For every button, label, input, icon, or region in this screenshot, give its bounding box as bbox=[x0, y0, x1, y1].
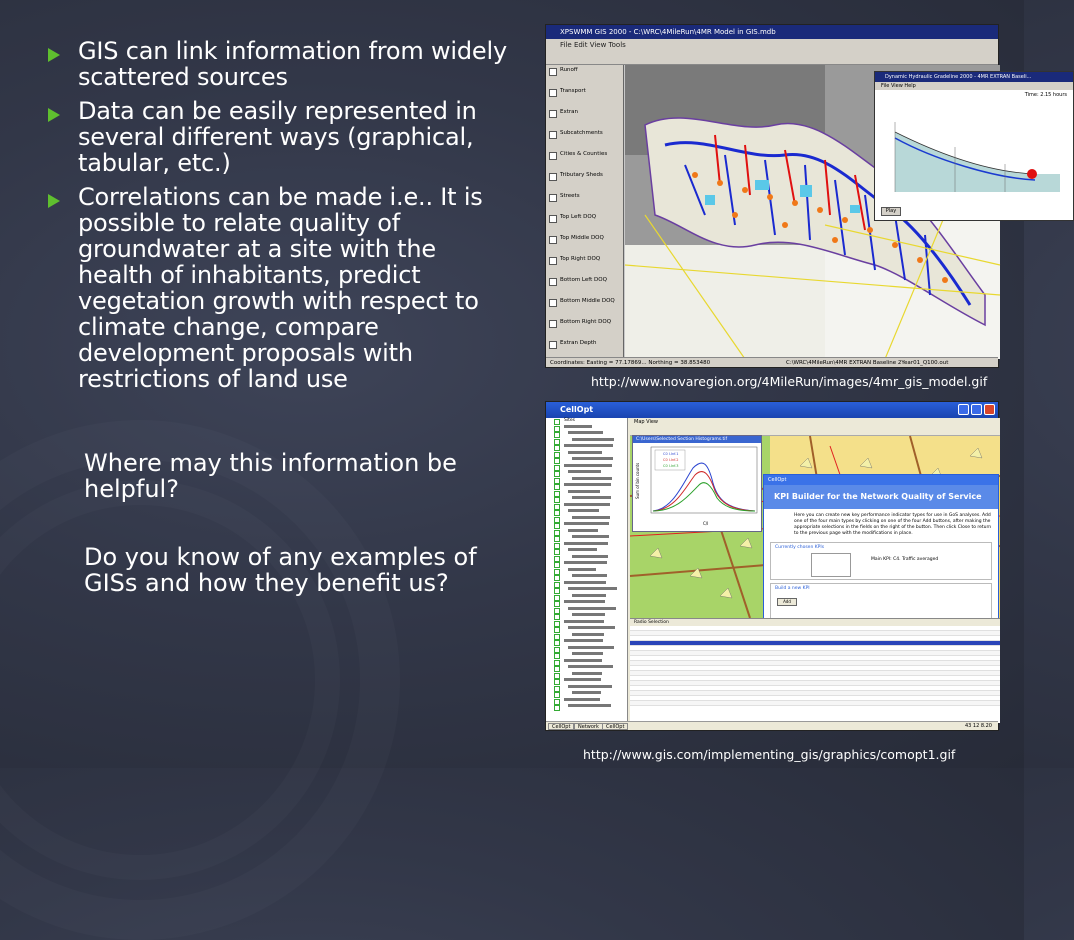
window-title: XPSWMM GIS 2000 - C:\WRC\4MileRun\4MR Model in GIS.mdb bbox=[546, 25, 998, 39]
maximize-icon[interactable] bbox=[971, 404, 982, 415]
tree-node[interactable] bbox=[546, 704, 627, 711]
tree-node-label-placeholder bbox=[572, 672, 602, 675]
histogram-plot bbox=[633, 443, 761, 531]
table-rows bbox=[630, 626, 1000, 706]
tree-node-label-placeholder bbox=[564, 600, 605, 603]
tree-node-label-placeholder bbox=[568, 685, 612, 688]
tree-node-label-placeholder bbox=[572, 535, 609, 538]
menu-bar: File Edit View Tools bbox=[546, 39, 998, 51]
legend-item: Top Right DOQ bbox=[546, 254, 623, 275]
legend-item: Top Middle DOQ bbox=[546, 233, 623, 254]
histogram-legend-2: C0 I.Inf.2 bbox=[663, 458, 679, 462]
window-title bbox=[546, 402, 998, 418]
histogram-legend-3: C0 I.Inf.3 bbox=[663, 464, 679, 468]
tree-node-label-placeholder bbox=[572, 477, 612, 480]
caption-gis-model[interactable]: http://www.novaregion.org/4MileRun/images/4mr_gis_model.gif bbox=[591, 374, 988, 389]
question-examples: Do you know of any examples of GISs and how they benefit us? bbox=[84, 543, 477, 597]
tree-node-label-placeholder bbox=[568, 704, 611, 707]
legend-item: Transport bbox=[546, 86, 623, 107]
tree-node-label-placeholder bbox=[564, 620, 604, 623]
tree-node-label-placeholder bbox=[564, 503, 610, 506]
window-title-text: CellOpt bbox=[560, 405, 594, 414]
legend-item: Bottom Left DOQ bbox=[546, 275, 623, 296]
bullet-item bbox=[48, 98, 518, 176]
tree-node-label-placeholder bbox=[568, 548, 597, 551]
current-kpis-section bbox=[770, 542, 992, 580]
tree-node-label-placeholder bbox=[572, 594, 606, 597]
status-bar bbox=[546, 721, 998, 730]
tree-node-label-placeholder bbox=[568, 529, 598, 532]
tab-network[interactable]: Network bbox=[574, 723, 603, 730]
table-header: Radio Selection bbox=[630, 619, 1000, 626]
status-file: C:\WRC\4MileRun\4MR EXTRAN Baseline 2Year01_Q100.out bbox=[786, 360, 949, 366]
legend-item: Extran bbox=[546, 107, 623, 128]
legend-item: Cities & Counties bbox=[546, 149, 623, 170]
bullet-arrow-icon bbox=[48, 108, 60, 122]
tree-node-label-placeholder bbox=[572, 457, 613, 460]
tree-node-label-placeholder bbox=[568, 431, 603, 434]
tree-node-label-placeholder bbox=[564, 542, 608, 545]
legend-item: Bottom Middle DOQ bbox=[546, 296, 623, 317]
section-new-label: Build a new KPI bbox=[775, 586, 810, 591]
bullet-text: GIS can link information from widely scattered sources bbox=[78, 37, 507, 91]
legend-item: Subcatchments bbox=[546, 128, 623, 149]
close-icon[interactable] bbox=[984, 404, 995, 415]
table-row[interactable] bbox=[630, 701, 1000, 706]
legend-item: Top Left DOQ bbox=[546, 212, 623, 233]
tree-node-label-placeholder bbox=[564, 464, 612, 467]
layer-legend bbox=[546, 65, 624, 359]
tree-node-label-placeholder bbox=[568, 587, 617, 590]
tree-root[interactable]: Sites bbox=[546, 418, 627, 425]
legend-item: Tributary Sheds bbox=[546, 170, 623, 191]
status-value: 43 12 8.20 bbox=[964, 723, 992, 729]
tab-cellopt-2[interactable]: CellOpt bbox=[602, 723, 628, 730]
tab-cellopt[interactable]: CellOpt bbox=[548, 723, 574, 730]
tree-node-label-placeholder bbox=[572, 574, 607, 577]
tree-node-label-placeholder bbox=[564, 678, 601, 681]
question-where-helpful: Where may this information be helpful? bbox=[84, 449, 457, 503]
legend-item: Streets bbox=[546, 191, 623, 212]
section-current-label: Currently chosen KPIs bbox=[775, 545, 825, 550]
radio-selection-table bbox=[630, 618, 1000, 723]
bullet-item bbox=[48, 38, 518, 90]
bullet-arrow-icon bbox=[48, 194, 60, 208]
tree-node-label-placeholder bbox=[568, 470, 601, 473]
profile-title: Dynamic Hydraulic Gradeline 2000 - 4MR EXTRAN Baseli... bbox=[875, 72, 1073, 82]
tree-node-label-placeholder bbox=[572, 691, 601, 694]
play-button[interactable]: Play bbox=[881, 207, 901, 216]
dialog-window-title: CellOpt bbox=[764, 475, 998, 485]
dialog-description: Here you can create new key performance indicator types for use in GoS analyses. Add one of the four main types by clicking on one of the four Add buttons, after making the appropriate selections in the fields on the right of the button. Then click Close to return to the previous page with the modifications in place. bbox=[794, 513, 992, 536]
bullet-item bbox=[48, 184, 518, 392]
tree-node-label-placeholder bbox=[572, 633, 604, 636]
profile-graph bbox=[875, 92, 1073, 202]
tree-node-label-placeholder bbox=[564, 483, 611, 486]
profile-menu: File View Help bbox=[875, 82, 1073, 90]
histogram-window bbox=[632, 435, 762, 532]
status-bar bbox=[546, 357, 998, 367]
tree-node-label-placeholder bbox=[572, 652, 603, 655]
tree-node-label-placeholder bbox=[564, 581, 606, 584]
tree-node-label-placeholder bbox=[572, 555, 608, 558]
histogram-title: C:\Users\Selected Section Histograms.tif bbox=[633, 436, 761, 443]
bullet-text: Data can be easily represented in several different ways (graphical, tabular, etc.) bbox=[78, 97, 477, 177]
tree-node-label-placeholder bbox=[564, 522, 609, 525]
bullet-text: Correlations can be made i.e.. It is possible to relate quality of groundwater at a site with the health of inhabitants, predict vegetation growth with respect to climate change, compare development proposals with restrictions of land use bbox=[78, 183, 483, 393]
tree-node-label-placeholder bbox=[568, 646, 614, 649]
tree-node-label-placeholder bbox=[568, 665, 613, 668]
status-coordinates: Coordinates: Easting = 77.17869... Northing = 38.853480 bbox=[550, 360, 711, 366]
profile-time: Time: 2.15 hours bbox=[1024, 92, 1067, 98]
kpi-list[interactable] bbox=[811, 553, 851, 577]
cellopt-screenshot bbox=[545, 401, 999, 731]
watershed-map bbox=[625, 65, 1067, 359]
tree-node-label-placeholder bbox=[564, 561, 607, 564]
gis-model-screenshot bbox=[545, 24, 1067, 368]
main-kpi-label: Main KPI: C4. Traffic averaged bbox=[871, 557, 939, 562]
bullet-list bbox=[48, 38, 518, 400]
tree-node-label-placeholder bbox=[564, 659, 602, 662]
tree-node-label-placeholder bbox=[568, 626, 615, 629]
tree-node-label-placeholder bbox=[572, 496, 611, 499]
bullet-arrow-icon bbox=[48, 48, 60, 62]
hydraulic-profile-window bbox=[874, 71, 1074, 221]
tree-node-label-placeholder bbox=[564, 698, 600, 701]
legend-item: Bottom Right DOQ bbox=[546, 317, 623, 338]
tree-node-label-placeholder bbox=[568, 451, 602, 454]
legend-item: Extran Depth bbox=[546, 338, 623, 359]
tree-node-label-placeholder bbox=[572, 438, 614, 441]
map-header: Map View bbox=[630, 418, 1000, 426]
tree-items bbox=[546, 425, 627, 711]
legend-item: Runoff bbox=[546, 65, 623, 86]
tree-node-label-placeholder bbox=[564, 444, 613, 447]
histogram-legend-1: C0 I.Inf.1 bbox=[663, 452, 679, 456]
minimize-icon[interactable] bbox=[958, 404, 969, 415]
tree-node-label-placeholder bbox=[568, 490, 600, 493]
site-tree bbox=[546, 418, 628, 723]
add-button[interactable]: Add bbox=[777, 598, 797, 606]
tree-node-label-placeholder bbox=[572, 516, 610, 519]
tree-node-label-placeholder bbox=[564, 639, 603, 642]
tree-node-label-placeholder bbox=[572, 613, 605, 616]
toolbar bbox=[546, 51, 998, 65]
tree-node-label-placeholder bbox=[568, 607, 616, 610]
tree-node-label-placeholder bbox=[568, 509, 599, 512]
histogram-xlabel: C/I bbox=[703, 521, 709, 526]
tree-node-label-placeholder bbox=[564, 425, 592, 428]
caption-cellopt[interactable]: http://www.gis.com/implementing_gis/graphics/comopt1.gif bbox=[583, 747, 956, 762]
dialog-heading: KPI Builder for the Network Quality of Service Analysis bbox=[764, 485, 998, 509]
tree-node-label-placeholder bbox=[568, 568, 596, 571]
histogram-ylabel: Sum of bin counts bbox=[635, 462, 640, 499]
